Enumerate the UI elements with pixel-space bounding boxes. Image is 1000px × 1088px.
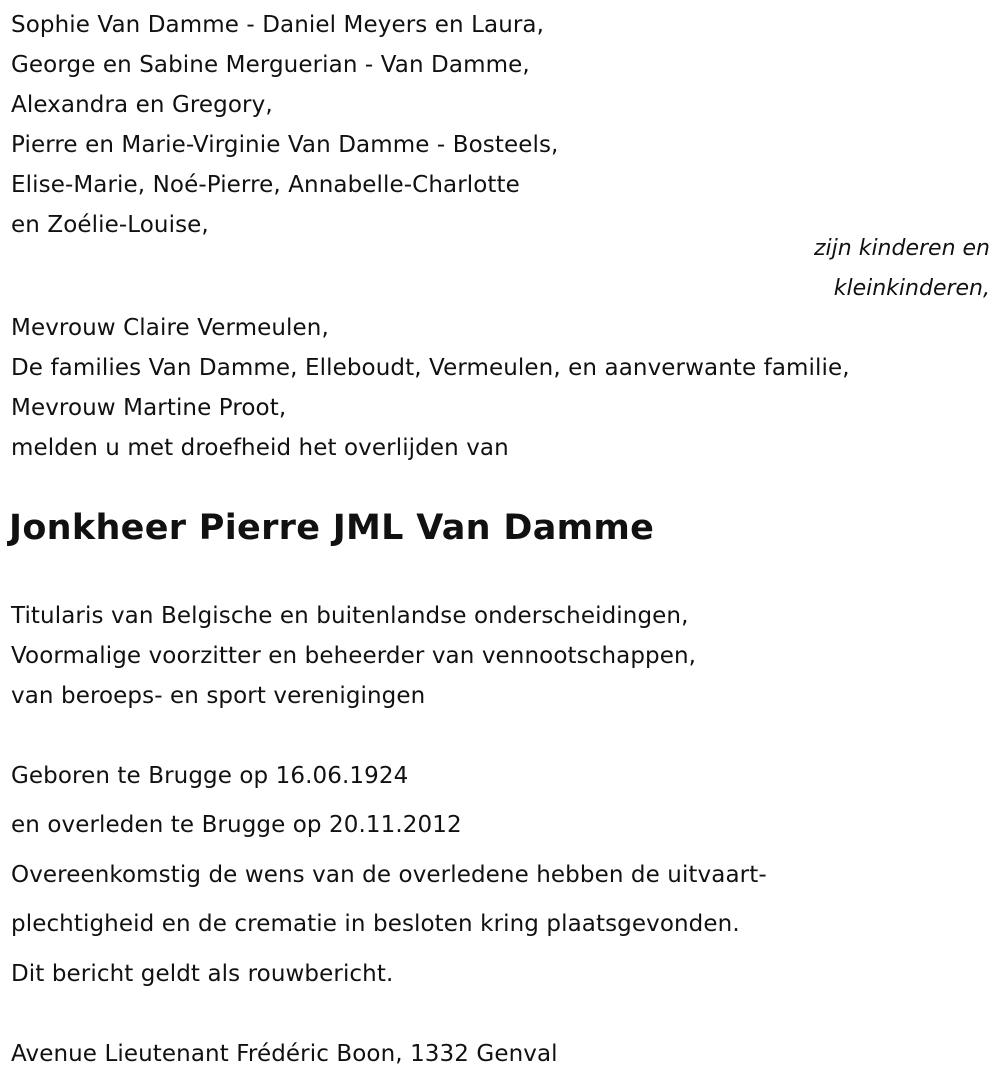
relation-line: kleinkinderen, xyxy=(833,276,990,301)
family-line: Sophie Van Damme - Daniel Meyers en Laura, xyxy=(11,12,545,38)
notice-line: Dit bericht geldt als rouwbericht. xyxy=(11,961,394,987)
ceremony-line: plechtigheid en de crematie in besloten kring plaatsgevonden. xyxy=(11,911,740,937)
family-line: George en Sabine Merguerian - Van Damme, xyxy=(11,52,530,78)
birth-line: Geboren te Brugge op 16.06.1924 xyxy=(11,763,409,789)
ceremony-line: Overeenkomstig de wens van de overledene hebben de uitvaart- xyxy=(11,862,767,888)
death-line: en overleden te Brugge op 20.11.2012 xyxy=(11,812,462,838)
relation-line: zijn kinderen en xyxy=(814,236,990,261)
deceased-name: Jonkheer Pierre JML Van Damme xyxy=(9,508,655,548)
title-line: Titularis van Belgische en buitenlandse onderscheidingen, xyxy=(11,603,689,629)
family-line: Pierre en Marie-Virginie Van Damme - Bosteels, xyxy=(11,132,559,158)
address: Avenue Lieutenant Frédéric Boon, 1332 Genval xyxy=(11,1041,558,1067)
others-line: Mevrouw Claire Vermeulen, xyxy=(11,315,329,341)
title-line: van beroeps- en sport verenigingen xyxy=(11,683,426,709)
family-line: Elise-Marie, Noé-Pierre, Annabelle-Charlotte xyxy=(11,172,520,198)
family-line: en Zoélie-Louise, xyxy=(11,212,209,238)
family-line: Alexandra en Gregory, xyxy=(11,92,273,118)
others-line: De families Van Damme, Elleboudt, Vermeulen, en aanverwante familie, xyxy=(11,355,850,381)
announcement-line: melden u met droefheid het overlijden van xyxy=(11,435,509,461)
title-line: Voormalige voorzitter en beheerder van vennootschappen, xyxy=(11,643,697,669)
others-line: Mevrouw Martine Proot, xyxy=(11,395,287,421)
